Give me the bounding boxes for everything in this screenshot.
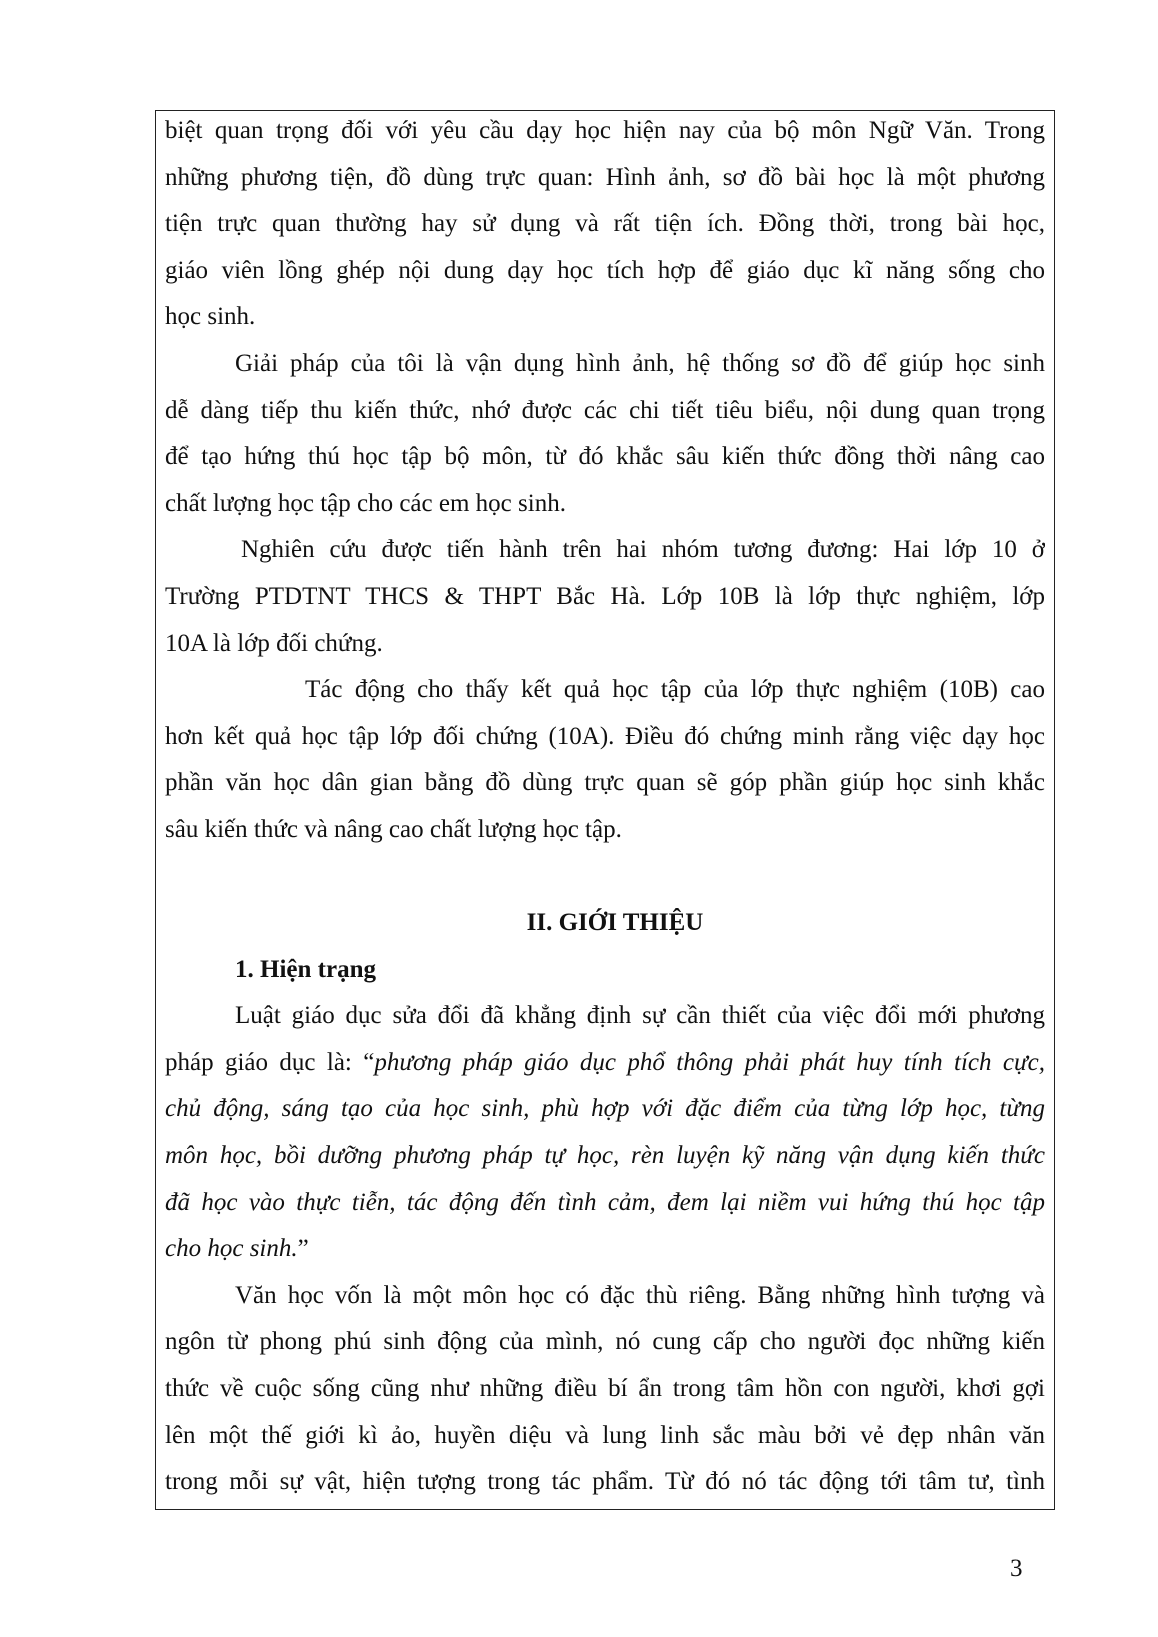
text-line: để tạo hứng thú học tập bộ môn, từ đó khắc sâu kiến thức đồng thời nâng cao bbox=[165, 443, 1045, 471]
text-line: ngôn từ phong phú sinh động của mình, nó cung cấp cho người đọc những kiến bbox=[165, 1328, 1045, 1356]
text-line: Nghiên cứu được tiến hành trên hai nhóm tương đương: Hai lớp 10 ở bbox=[241, 536, 1045, 564]
document-body bbox=[165, 108, 1045, 1506]
section-heading: II. GIỚI THIỆU bbox=[526, 909, 704, 937]
quote-line: môn học, bồi dưỡng phương pháp tự học, rèn luyện kỹ năng vận dụng kiến thức bbox=[165, 1142, 1045, 1170]
text-line: giáo viên lồng ghép nội dung dạy học tích hợp để giáo dục kĩ năng sống cho bbox=[165, 256, 1045, 284]
text-line: hơn kết quả học tập lớp đối chứng (10A). Điều đó chứng minh rằng việc dạy học bbox=[165, 722, 1045, 750]
text-line: dễ dàng tiếp thu kiến thức, nhớ được các chi tiết tiêu biểu, nội dung quan trọng bbox=[165, 396, 1045, 424]
text-line: Tác động cho thấy kết quả học tập của lớp thực nghiệm (10B) cao bbox=[305, 676, 1045, 704]
subsection-heading: 1. Hiện trạng bbox=[235, 955, 376, 983]
quote-line: đã học vào thực tiễn, tác động đến tình cảm, đem lại niềm vui hứng thú học tập bbox=[165, 1188, 1045, 1216]
text-line: 10A là lớp đối chứng. bbox=[165, 629, 383, 657]
text-line: học sinh. bbox=[165, 303, 256, 331]
text-line: tiện trực quan thường hay sử dụng và rất tiện ích. Đồng thời, trong bài học, bbox=[165, 210, 1045, 238]
quote-line: chủ động, sáng tạo của học sinh, phù hợp với đặc điểm của từng lớp học, từng bbox=[165, 1095, 1045, 1123]
quote-text: phương pháp giáo dục phổ thông phải phát huy tính tích cực, bbox=[374, 1048, 1045, 1076]
text-line: Văn học vốn là một môn học có đặc thù riêng. Bằng những hình tượng và bbox=[235, 1281, 1045, 1309]
text-line: phần văn học dân gian bằng đồ dùng trực quan sẽ góp phần giúp học sinh khắc bbox=[165, 769, 1045, 797]
text-line: lên một thế giới kì ảo, huyền diệu và lung linh sắc màu bởi vẻ đẹp nhân văn bbox=[165, 1421, 1045, 1449]
quote-lead: pháp giáo dục là: “ bbox=[165, 1048, 375, 1076]
text-line: Trường PTDTNT THCS & THPT Bắc Hà. Lớp 10B là lớp thực nghiệm, lớp bbox=[165, 582, 1045, 610]
blank-line bbox=[165, 854, 1045, 901]
text-line bbox=[165, 1040, 1045, 1087]
text-line: thức về cuộc sống cũng như những điều bí ẩn trong tâm hồn con người, khơi gợi bbox=[165, 1375, 1045, 1403]
text-line: những phương tiện, đồ dùng trực quan: Hình ảnh, sơ đồ bài học là một phương bbox=[165, 163, 1045, 191]
text-line: chất lượng học tập cho các em học sinh. bbox=[165, 489, 566, 517]
text-line bbox=[165, 1226, 1045, 1273]
text-line: sâu kiến thức và nâng cao chất lượng học tập. bbox=[165, 815, 622, 843]
text-line: biệt quan trọng đối với yêu cầu dạy học hiện nay của bộ môn Ngữ Văn. Trong bbox=[165, 117, 1045, 144]
quote-text: cho học sinh. bbox=[165, 1235, 298, 1263]
text-line: Luật giáo dục sửa đổi đã khẳng định sự cần thiết của việc đổi mới phương bbox=[235, 1002, 1045, 1030]
text-line: Giải pháp của tôi là vận dụng hình ảnh, hệ thống sơ đồ để giúp học sinh bbox=[235, 349, 1045, 377]
quote-close: ” bbox=[297, 1235, 309, 1263]
text-line: trong mỗi sự vật, hiện tượng trong tác phẩm. Từ đó nó tác động tới tâm tư, tình bbox=[165, 1468, 1045, 1496]
page-number: 3 bbox=[1010, 1555, 1023, 1582]
